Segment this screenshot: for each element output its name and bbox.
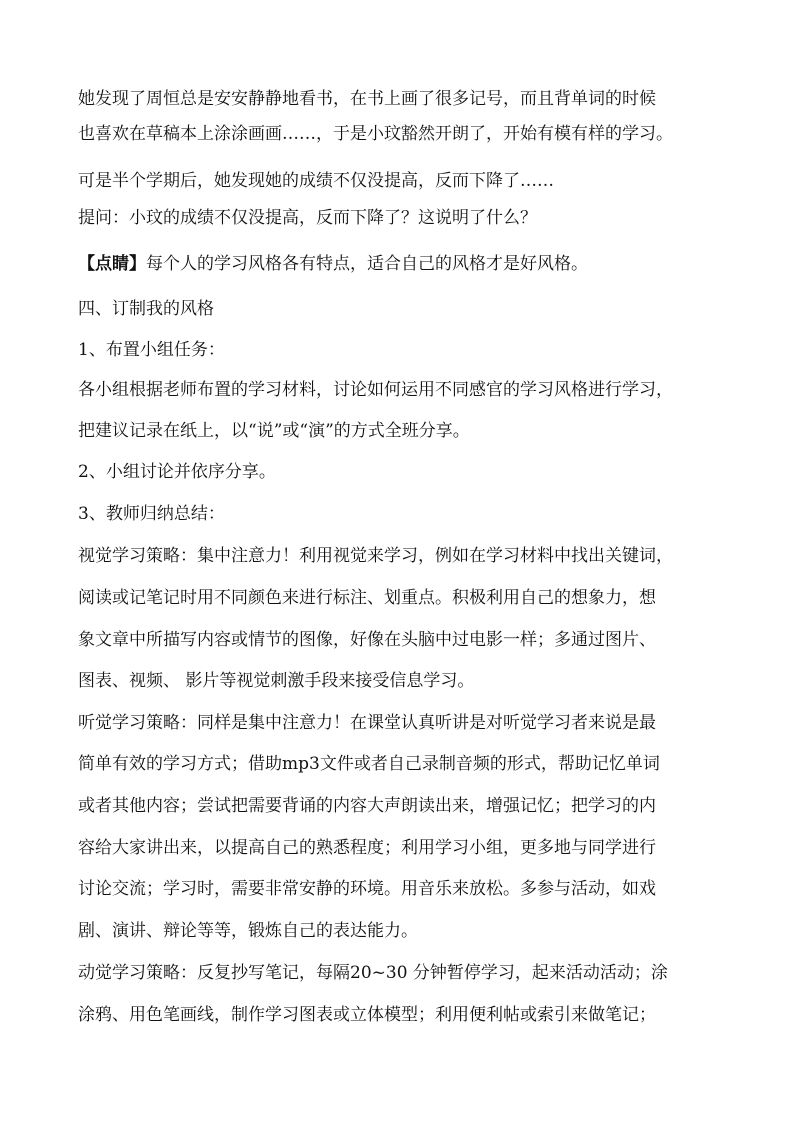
highlight-text: 每个人的学习风格各有特点，适合自己的风格才是好风格。 <box>146 254 588 274</box>
text-line: 她发现了周恒总是安安静静地看书，在书上画了很多记号，而且背单词的时候 <box>78 89 656 109</box>
text-line: 视觉学习策略：集中注意力！利用视觉来学习，例如在学习材料中找出关键词， <box>78 546 673 566</box>
text-line: 象文章中所描写内容或情节的图像，好像在头脑中过电影一样；多通过图片、 <box>78 630 656 650</box>
highlight-line <box>78 253 588 275</box>
question-line: 提问：小玟的成绩不仅没提高，反而下降了？这说明了什么？ <box>78 208 537 228</box>
step-heading: 2、小组讨论并依序分享。 <box>78 462 276 482</box>
text-line: 或者其他内容；尝试把需要背诵的内容大声朗读出来，增强记忆；把学习的内 <box>78 796 656 816</box>
text-line: 容给大家讲出来，以提高自己的熟悉程度；利用学习小组，更多地与同学进行 <box>78 838 656 858</box>
text-line: 动觉学习策略：反复抄写笔记，每隔20~30 分钟暂停学习，起来活动活动；涂 <box>78 963 668 983</box>
text-line: 听觉学习策略：同样是集中注意力！在课堂认真听讲是对听觉学习者来说是最 <box>78 713 656 733</box>
highlight-label: 【点睛】 <box>78 254 146 274</box>
text-line: 可是半个学期后，她发现她的成绩不仅没提高，反而下降了…… <box>78 171 554 191</box>
text-line: 图表、视频、 影片等视觉刺激手段来接受信息学习。 <box>78 671 475 691</box>
section-heading: 四、订制我的风格 <box>78 299 214 319</box>
text-line: 简单有效的学习方式；借助mp3文件或者自己录制音频的形式，帮助记忆单词 <box>78 754 660 774</box>
text-line: 讨论交流；学习时，需要非常安静的环境。用音乐来放松。多参与活动，如戏 <box>78 879 656 899</box>
text-line: 也喜欢在草稿本上涂涂画画……，于是小玟豁然开朗了，开始有模有样的学习。 <box>78 124 673 144</box>
text-line: 阅读或记笔记时用不同颜色来进行标注、划重点。积极利用自己的想象力，想 <box>78 588 656 608</box>
text-line: 各小组根据老师布置的学习材料，讨论如何运用不同感官的学习风格进行学习， <box>78 380 673 400</box>
text-line: 把建议记录在纸上，以“说”或“演”的方式全班分享。 <box>78 421 470 441</box>
step-heading: 1、布置小组任务： <box>78 340 225 360</box>
step-heading: 3、教师归纳总结： <box>78 504 225 524</box>
text-line: 剧、演讲、辩论等等，锻炼自己的表达能力。 <box>78 921 418 941</box>
text-line: 涂鸦、用色笔画线，制作学习图表或立体模型；利用便利帖或索引来做笔记； <box>78 1005 656 1025</box>
